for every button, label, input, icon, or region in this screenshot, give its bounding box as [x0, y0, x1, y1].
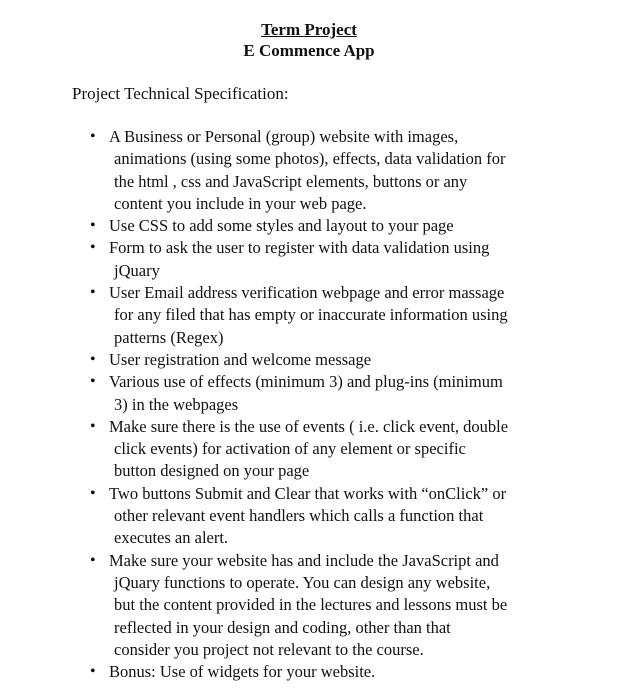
list-item — [90, 282, 560, 349]
list-item-text-line: A Business or Personal (group) website with images, — [109, 127, 459, 146]
bullet-icon: • — [90, 551, 96, 569]
list-item-text-line: content you include in your web page. — [114, 193, 367, 213]
list-item-text-line: button designed on your page — [114, 461, 310, 481]
list-item — [90, 550, 560, 661]
list-item-text-line: Make sure there is the use of events ( i.e. click event, double — [109, 416, 509, 436]
list-item-text-line: the html , css and JavaScript elements, buttons or any — [114, 171, 468, 191]
list-item-text-line: click events) for activation of any element or specific — [114, 439, 466, 459]
section-heading: Project Technical Specification: — [72, 84, 289, 103]
list-item-text-line: Form to ask the user to register with data validation using — [109, 238, 490, 258]
list-item — [90, 661, 560, 683]
list-item — [90, 483, 560, 550]
list-item-text-line: jQuary — [114, 260, 160, 280]
bullet-icon: • — [90, 284, 96, 302]
page-subtitle: E Commence App — [243, 41, 375, 60]
bullet-icon: • — [90, 350, 96, 368]
list-item-text-line: executes an alert. — [114, 528, 229, 548]
list-item — [90, 237, 560, 282]
page-title: Term Project — [261, 20, 357, 39]
list-item-text-line: 3) in the webpages — [114, 394, 239, 414]
bullet-icon: • — [90, 217, 96, 235]
list-item-text-line: User Email address verification webpage and error massage — [109, 283, 505, 303]
list-item-text-line: User registration and welcome message — [109, 349, 372, 369]
list-item-text-line: patterns (Regex) — [114, 327, 224, 347]
list-item-text-line: animations (using some photos), effects, data validation for — [114, 149, 506, 169]
list-item-text-line: other relevant event handlers which calls a function that — [114, 506, 484, 526]
list-item-text-line: Use CSS to add some styles and layout to your page — [109, 216, 454, 236]
list-item-text-line: Bonus: Use of widgets for your website. — [109, 662, 376, 682]
bullet-icon: • — [90, 239, 96, 257]
list-item — [90, 416, 560, 483]
bullet-icon: • — [90, 128, 96, 145]
bullet-icon: • — [90, 663, 96, 681]
list-item-text-line: but the content provided in the lectures and lessons must be — [114, 595, 508, 615]
list-item — [90, 371, 560, 416]
list-item-text-line: Make sure your website has and include the JavaScript and — [109, 550, 499, 570]
list-item — [90, 215, 560, 237]
list-item-text-line: for any filed that has empty or inaccurate information using — [114, 305, 508, 325]
list-item-text-line: consider you project not relevant to the course. — [114, 639, 424, 659]
list-item-text-line: Two buttons Submit and Clear that works with “onClick” or — [109, 483, 507, 503]
list-item-text-line: Various use of effects (minimum 3) and plug-ins (minimum — [109, 372, 503, 392]
bullet-icon: • — [90, 484, 96, 502]
list-item-text-line: jQuary functions to operate. You can design any website, — [114, 572, 491, 592]
specification-list — [90, 126, 560, 683]
list-item-text-line: reflected in your design and coding, other than that — [114, 617, 451, 637]
bullet-icon: • — [90, 417, 96, 435]
bullet-icon: • — [90, 373, 96, 391]
list-item — [90, 349, 560, 371]
list-item — [90, 126, 560, 215]
